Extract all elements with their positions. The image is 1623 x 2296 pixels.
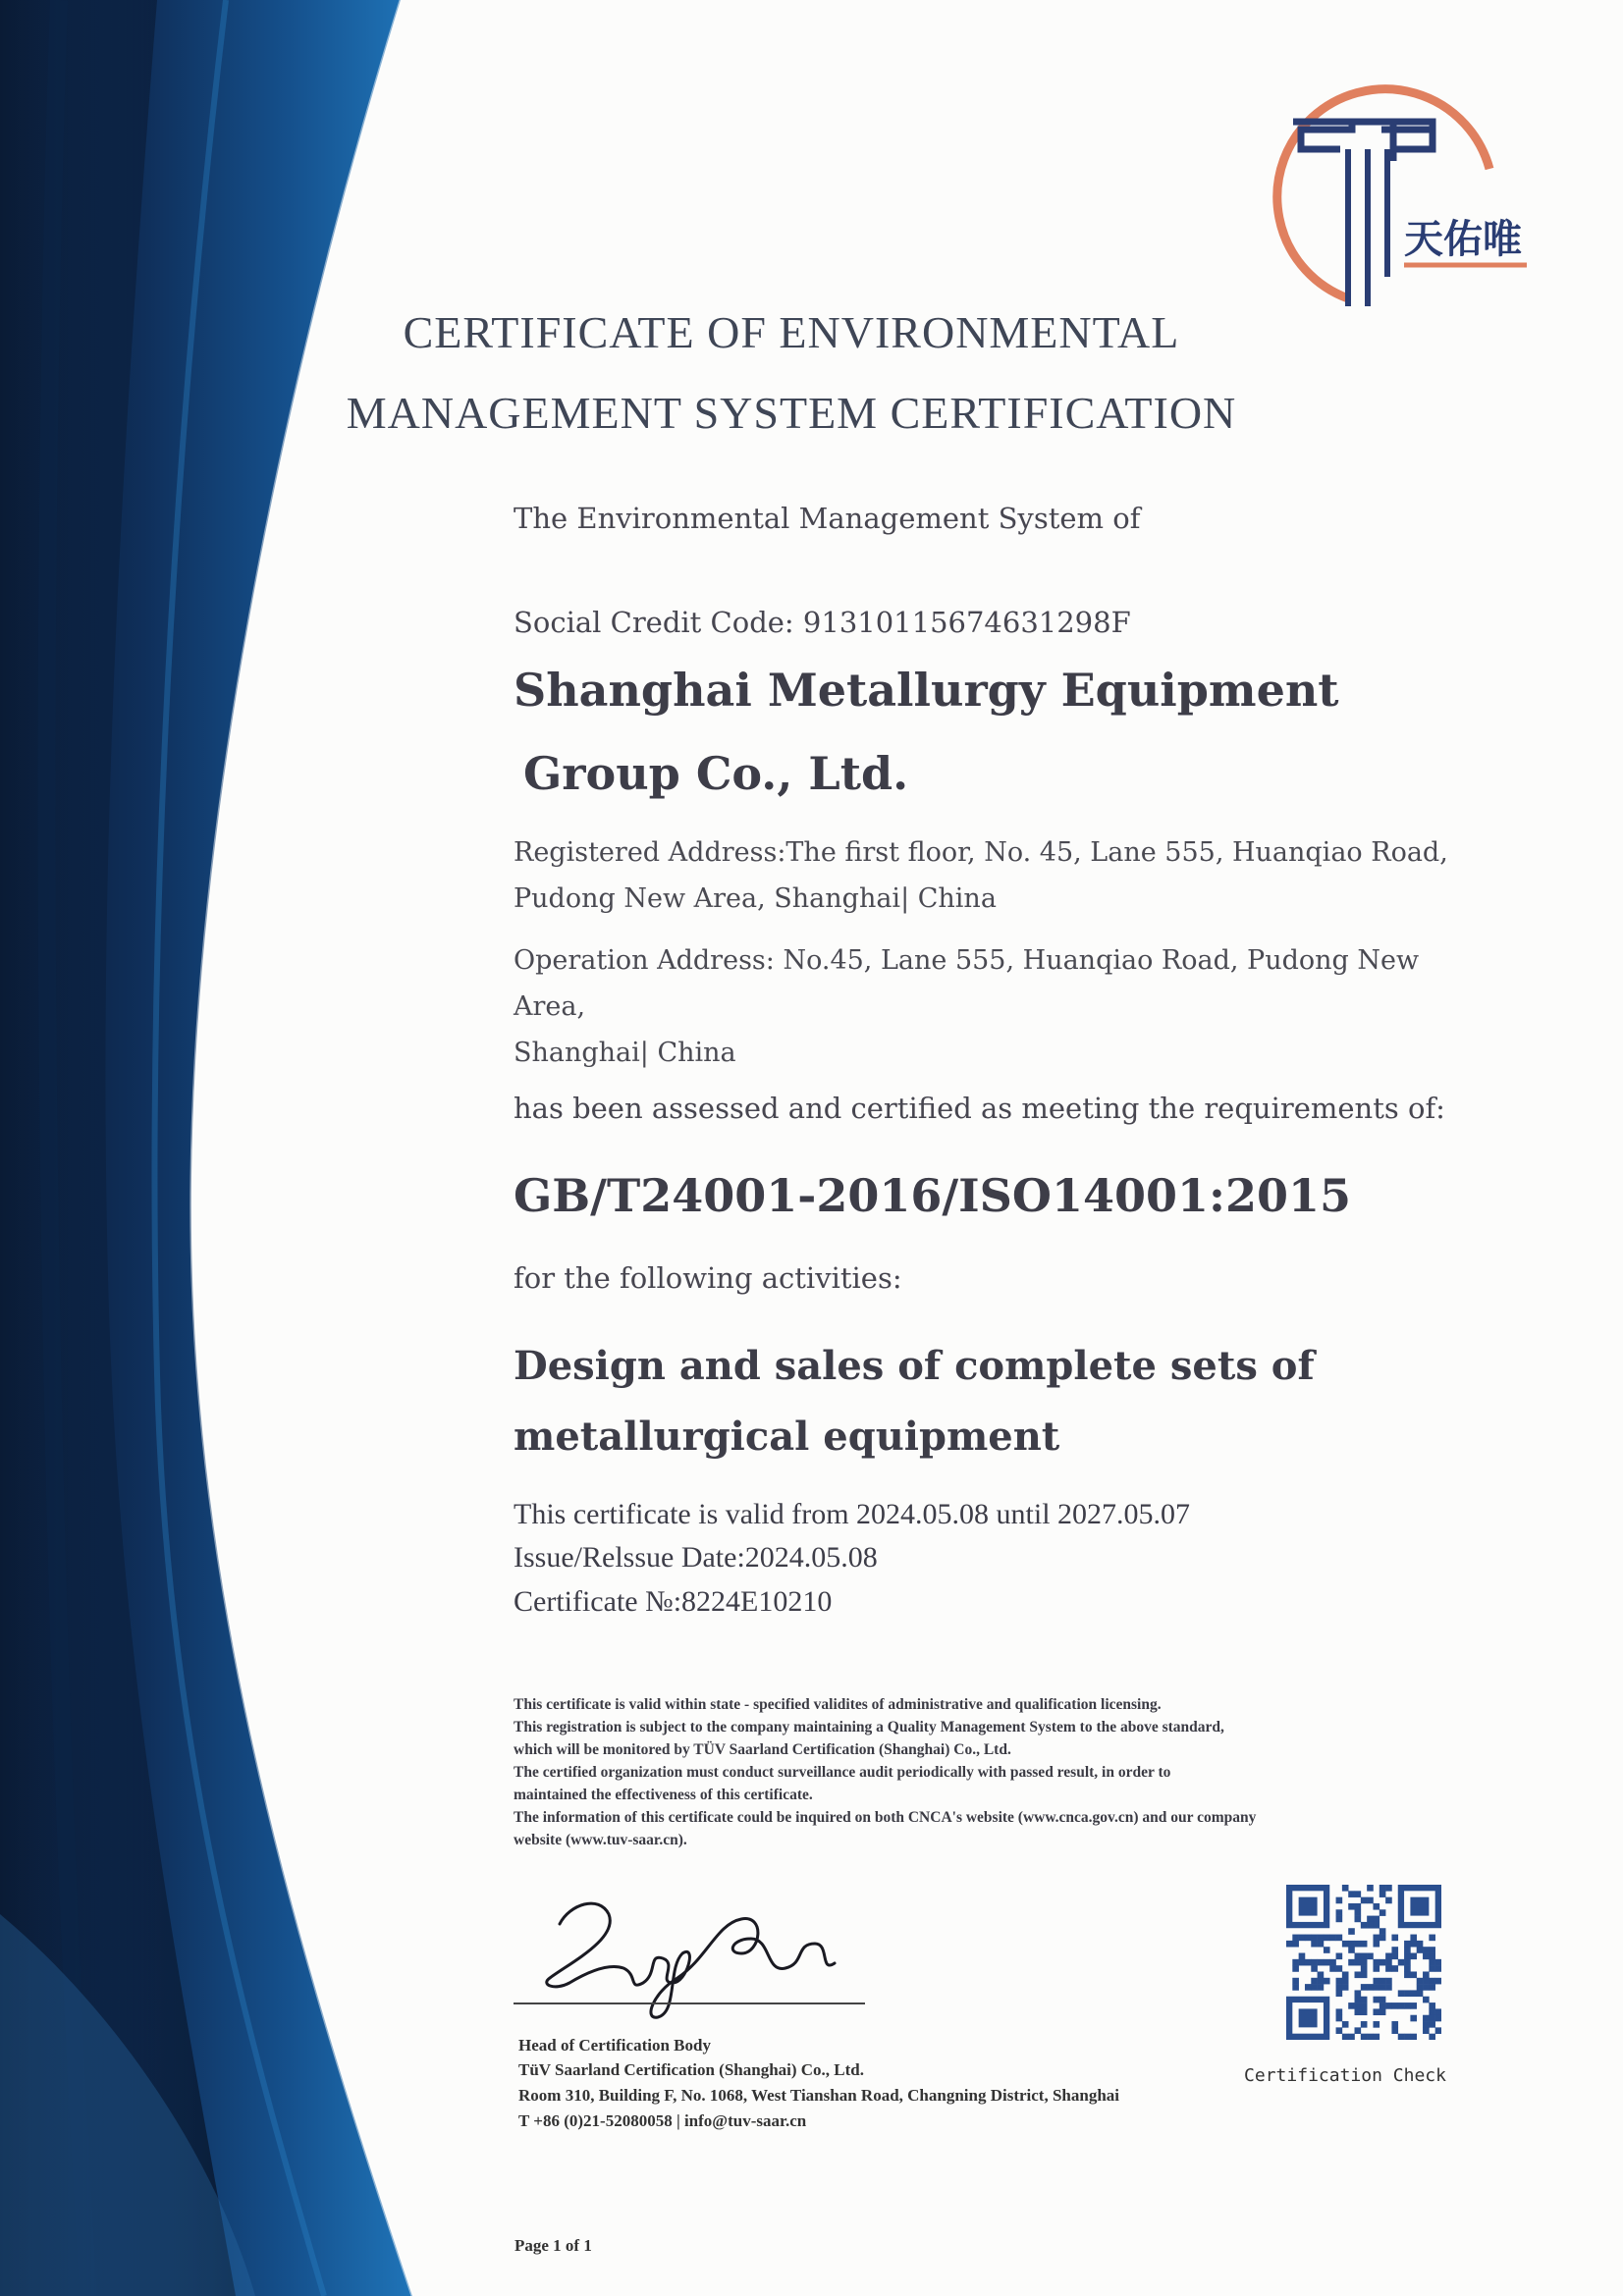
activity-line2: metallurgical equipment: [514, 1414, 1060, 1460]
company-name-line1: Shanghai Metallurgy Equipment: [514, 664, 1339, 717]
standard-code: GB/T24001-2016/ISO14001:2015: [514, 1169, 1351, 1222]
certification-body-name: TüV Saarland Certification (Shanghai) Co., Ltd.: [518, 2060, 865, 2079]
page-number: Page 1 of 1: [514, 2236, 592, 2255]
certificate-title-line2: MANAGEMENT SYSTEM CERTIFICATION: [346, 388, 1237, 438]
registered-address-line2: Pudong New Area, Shanghai| China: [514, 883, 997, 914]
fine-print-line: maintained the effectiveness of this certificate.: [514, 1787, 813, 1803]
logo-brand-text: 天佑唯: [1404, 217, 1522, 262]
certificate-title-line1: CERTIFICATE OF ENVIRONMENTAL: [403, 307, 1180, 357]
activity-line1: Design and sales of complete sets of: [514, 1343, 1315, 1389]
signature-icon: [530, 1885, 844, 2022]
issue-date: Issue/Relssue Date:2024.05.08: [514, 1541, 878, 1574]
social-credit-code: Social Credit Code: 91310115674631298F: [514, 606, 1131, 639]
fine-print-line: website (www.tuv-saar.cn).: [514, 1832, 687, 1848]
operation-address: [514, 937, 1456, 1076]
certification-body-contact: T +86 (0)21-52080058 | info@tuv-saar.cn: [518, 2111, 807, 2130]
certificate-number: Certificate №:8224E10210: [514, 1585, 833, 1618]
activities-intro: for the following activities:: [514, 1261, 902, 1295]
signatory-role: Head of Certification Body: [518, 2036, 711, 2055]
fine-print-line: This registration is subject to the company maintaining a Quality Management System to the above standard,: [514, 1719, 1224, 1735]
validity-period: This certificate is valid from 2024.05.08 until 2027.05.07: [514, 1498, 1191, 1530]
logo-emblem-icon: [1232, 61, 1527, 306]
signature-line: [514, 2002, 865, 2004]
fine-print-line: This certificate is valid within state - specified validites of administrative and qualification licensing.: [514, 1696, 1162, 1713]
assessed-statement: has been assessed and certified as meeting the requirements of:: [514, 1092, 1445, 1125]
operation-address-line1: Operation Address: No.45, Lane 555, Huanqiao Road, Pudong New Area,: [514, 945, 1420, 1022]
certification-body-address: Room 310, Building F, No. 1068, West Tianshan Road, Changning District, Shanghai: [518, 2086, 1120, 2105]
qr-code[interactable]: [1286, 1885, 1441, 2040]
fine-print-line: which will be monitored by TÜV Saarland Certification (Shanghai) Co., Ltd.: [514, 1741, 1011, 1758]
fine-print: [514, 1693, 1456, 1851]
fine-print-line: The certified organization must conduct surveillance audit periodically with passed result, in order to: [514, 1764, 1171, 1781]
registered-address-line1: Registered Address:The first floor, No. 45, Lane 555, Huanqiao Road,: [514, 837, 1448, 868]
intro-text: The Environmental Management System of: [514, 502, 1141, 535]
qr-code-icon: [1286, 1885, 1441, 2040]
certifier-logo: [1232, 61, 1527, 306]
operation-address-line2: Shanghai| China: [514, 1038, 736, 1068]
qr-caption: Certification Check: [1244, 2065, 1446, 2086]
registered-address: [514, 829, 1456, 922]
company-name-line2: Group Co., Ltd.: [523, 747, 909, 800]
fine-print-line: The information of this certificate could be inquired on both CNCA's website (www.cnca.gov.cn) and our company: [514, 1809, 1257, 1826]
